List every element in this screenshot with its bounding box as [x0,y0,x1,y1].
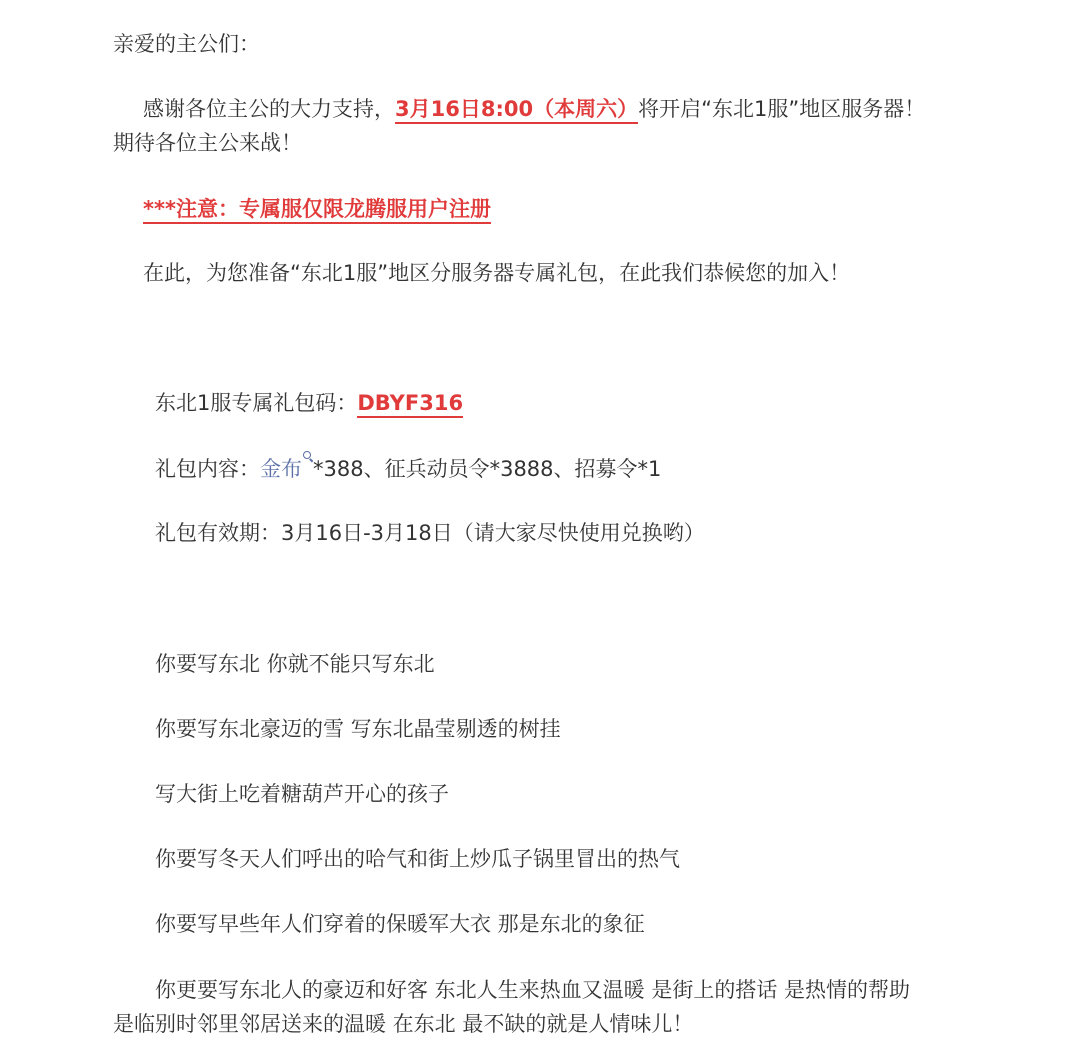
intro-paragraph [143,93,925,125]
gift-content-line [155,453,661,485]
gift-code-label: 东北1服专属礼包码： [155,391,358,415]
poem-line-text: 你要写早些年人们穿着的保暖军大衣 那是东北的象征 [155,912,645,936]
poem-line-text: 你要写冬天人们呼出的哈气和街上炒瓜子锅里冒出的热气 [155,847,680,871]
gift-validity-text: 礼包有效期：3月16日-3月18日（请大家尽快使用兑换哟） [155,521,705,545]
poem-line [155,843,680,875]
launch-date-highlight: 3月16日8:00（本周六） [395,97,638,124]
poem-line-text: 你要写东北豪迈的雪 写东北晶莹剔透的树挂 [155,717,561,741]
closing-line-1-text: 你更要写东北人的豪迈和好客 东北人生来热血又温暖 是街上的搭话 是热情的帮助 [155,978,911,1002]
greeting [113,28,260,60]
gift-content-rest: *388、征兵动员令*3888、招募令*1 [313,457,662,481]
closing-line-2 [113,1008,693,1040]
gift-code-line [155,387,463,419]
gift-validity-line [155,517,705,549]
poem-line-text: 你要写东北 你就不能只写东北 [155,652,435,676]
poem-line [155,648,435,680]
intro-line-2-text: 期待各位主公来战！ [113,131,302,155]
intro-prefix: 感谢各位主公的大力支持， [143,97,395,121]
gift-content-label: 礼包内容： [155,457,260,481]
closing-line-1 [155,974,910,1006]
search-icon[interactable] [303,451,313,463]
gift-code: DBYF316 [357,391,463,418]
greeting-text: 亲爱的主公们： [113,32,260,56]
poem-line-text: 写大街上吃着糖葫芦开心的孩子 [155,782,449,806]
gift-item-link-text[interactable]: 金布 [260,457,302,481]
intro-line-2 [113,127,302,159]
prepared-paragraph [143,257,850,289]
poem-line [155,908,645,940]
gift-item-link[interactable] [260,457,313,481]
closing-line-2-text: 是临别时邻里邻居送来的温暖 在东北 最不缺的就是人情味儿！ [113,1012,694,1036]
poem-line [155,778,449,810]
poem-line [155,713,561,745]
notice-text: ***注意：专属服仅限龙腾服用户注册 [143,197,491,224]
prepared-text: 在此，为您准备“东北1服”地区分服务器专属礼包，在此我们恭候您的加入！ [143,261,851,285]
notice [143,193,491,225]
intro-suffix: 将开启“东北1服”地区服务器！ [638,97,926,121]
